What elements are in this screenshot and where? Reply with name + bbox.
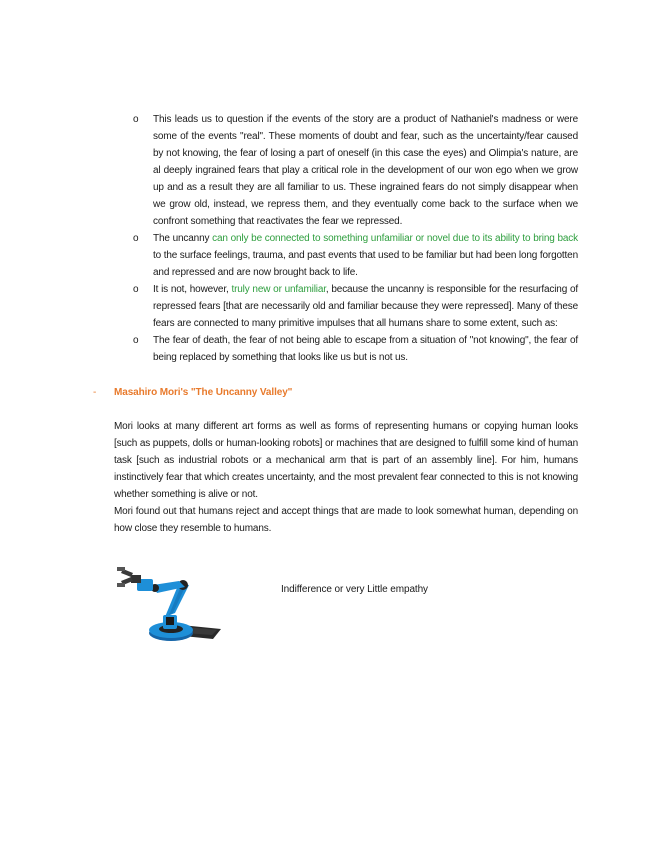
paragraph: Mori looks at many different art forms as well as forms of representing humans or copying human looks [such as puppets, dolls or human-looking robots] or machines that are designed to fulfill some kind of human task [such as industrial robots or a mechanical arm that is part of an assembly line]. For him, humans instinctively fear that which creates uncertainty, and the most prevalent fear connected to this is not knowing whether something is alive or not. xyxy=(114,421,578,500)
paragraph: Mori found out that humans reject and accept things that are made to look somewhat human, depending on how close they resemble to humans. xyxy=(114,506,578,534)
bullet-list xyxy=(133,111,578,366)
bullet-item xyxy=(133,281,578,332)
highlighted-text: truly new or unfamiliar xyxy=(231,284,326,295)
bullet-item xyxy=(133,111,578,230)
bullet-text-after: , because the uncanny is responsible for the resurfacing of repressed fears [that are necessarily old and familiar because they were repressed]. Many of these fears are connected to many primitive impulses that all humans share to some extent, such as: xyxy=(153,284,578,329)
bullet-text xyxy=(153,281,578,332)
figure-caption: Indifference or very Little empathy xyxy=(281,584,428,595)
bullet-item xyxy=(133,230,578,281)
bullet-text xyxy=(153,230,578,281)
bullet-text: This leads us to question if the events of the story are a product of Nathaniel's madness or were some of the events "real". These moments of doubt and fear, such as the uncertainty/fear caused by not knowing, the fear of losing a part of oneself (in this case the eyes) and Olimpia's nature, are al deeply ingrained fears that play a critical role in the development of our won ego when we grow up and as a result they are all familiar to us. These ingrained fears do not simply disappear when we grow old, instead, we repress them, and they eventually come back to the surface when we confront something that reactivates the fear we repressed. xyxy=(153,114,578,227)
heading-dash: - xyxy=(93,387,97,398)
bullet-text-before: It is not, however, xyxy=(153,284,232,295)
bullet-item xyxy=(133,332,578,366)
robot-arm-icon xyxy=(113,563,225,655)
bullet-text: The fear of death, the fear of not being able to escape from a situation of "not knowing", the fear of being replaced by something that looks like us but is not us. xyxy=(153,335,578,363)
bullet-text-after: to the surface feelings, trauma, and past events that used to be familiar but had been long forgotten and repressed and are now brought back to life. xyxy=(153,250,578,278)
bullet-text-before: The uncanny xyxy=(153,233,213,244)
bullet-marker: o xyxy=(133,233,139,244)
bullet-marker: o xyxy=(133,284,139,295)
bullet-marker: o xyxy=(133,114,139,125)
section-title: Masahiro Mori's "The Uncanny Valley" xyxy=(114,387,293,398)
highlighted-text: can only be connected to something unfamiliar or novel due to its ability to bring back xyxy=(212,233,578,244)
body-text xyxy=(114,418,578,537)
bullet-marker: o xyxy=(133,335,139,346)
